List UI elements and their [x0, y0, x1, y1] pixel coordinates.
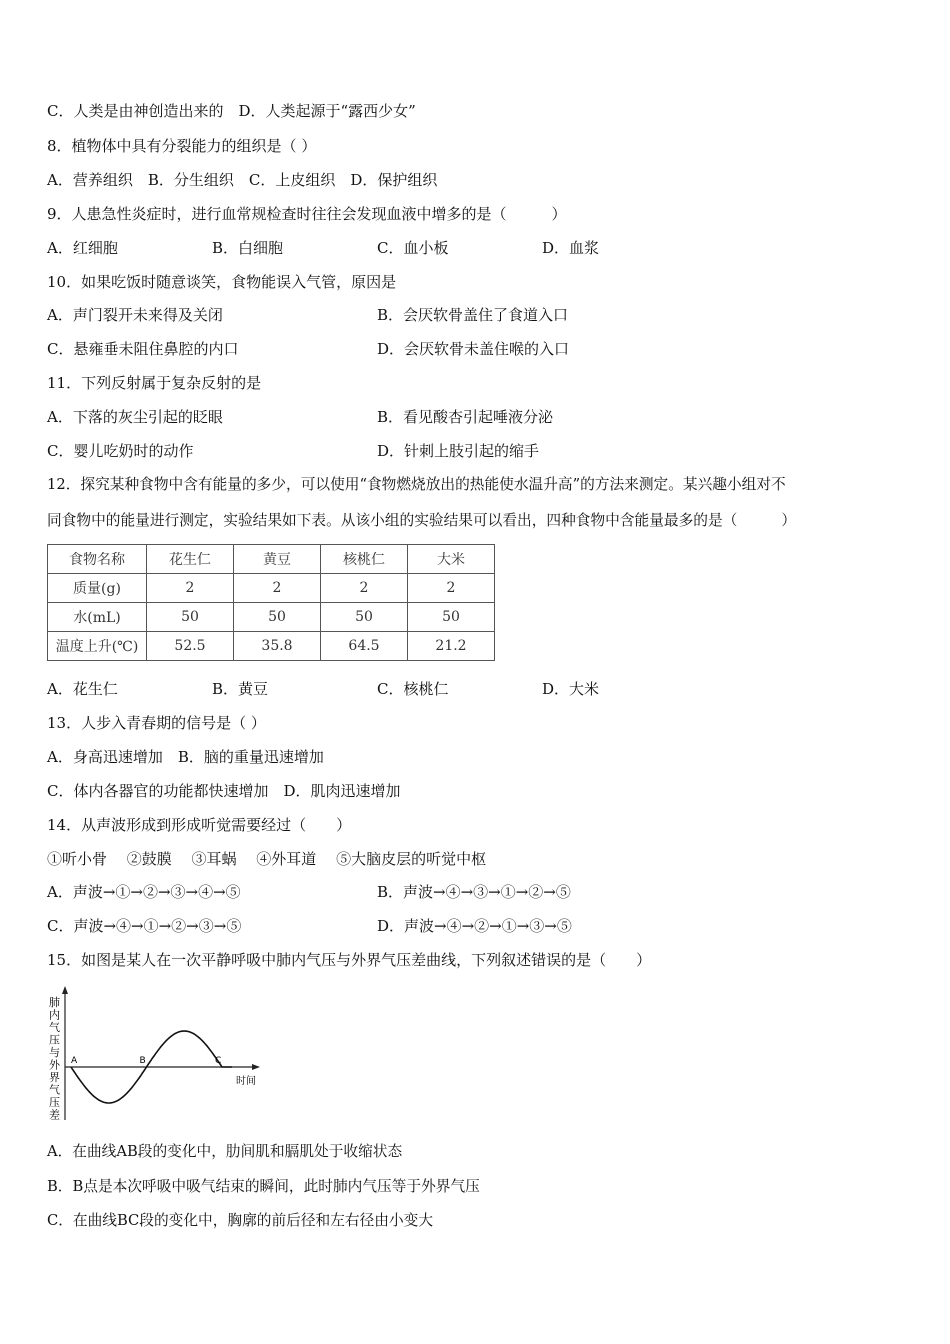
q10-option-b[interactable]: B．会厌软骨盖住了食道入口 [377, 306, 569, 324]
q9-option-b[interactable]: B．白细胞 [212, 239, 284, 257]
q10-option-a[interactable]: A．声门裂开未来得及关闭 [47, 306, 223, 324]
q10-stem: 10．如果吃饭时随意谈笑，食物能误入气管，原因是 [47, 273, 397, 291]
y-label-char: 外 [49, 1058, 60, 1072]
q14-stem: 14．从声波形成到形成听觉需要经过（ ） [47, 816, 352, 834]
y-label-char: 内 [49, 1008, 60, 1022]
q14-option-d[interactable]: D．声波→④→②→①→③→⑤ [377, 917, 572, 935]
table-row [48, 603, 495, 632]
table-header-cell: 黄豆 [234, 545, 321, 574]
table-cell: 21.2 [408, 632, 495, 661]
table-cell: 64.5 [321, 632, 408, 661]
table-cell: 水(mL) [48, 603, 147, 632]
q15-option-c[interactable]: C．在曲线BC段的变化中，胸廓的前后径和左右径由小变大 [47, 1212, 434, 1229]
q9-option-a[interactable]: A．红细胞 [47, 239, 118, 257]
y-label-char: 气 [49, 1021, 60, 1034]
table-cell: 2 [147, 574, 234, 603]
q10-option-d[interactable]: D．会厌软骨未盖住喉的入口 [377, 340, 570, 358]
q12-stem-line2: 同食物中的能量进行测定，实验结果如下表。从该小组的实验结果可以看出，四种食物中含能量最多的是（ ） [47, 512, 797, 529]
table-cell: 50 [408, 603, 495, 632]
q14-option-b[interactable]: B．声波→④→③→①→②→⑤ [377, 883, 571, 901]
q15-stem: 15．如图是某人在一次平静呼吸中肺内气压与外界气压差曲线，下列叙述错误的是（ ） [47, 951, 652, 969]
y-label-char: 压 [49, 1033, 60, 1047]
q12-option-c[interactable]: C．核桃仁 [377, 680, 449, 698]
q10-option-c[interactable]: C．悬雍垂未阻住鼻腔的内口 [47, 340, 239, 358]
q12-option-b[interactable]: B．黄豆 [212, 680, 269, 698]
table-header-cell: 大米 [408, 545, 495, 574]
q9-option-c[interactable]: C．血小板 [377, 239, 449, 257]
table-cell: 50 [321, 603, 408, 632]
table-cell: 35.8 [234, 632, 321, 661]
q14-option-c[interactable]: C．声波→④→①→②→③→⑤ [47, 917, 242, 935]
q13-options-1[interactable]: A．身高迅速增加 B．脑的重量迅速增加 [47, 748, 324, 766]
table-header-cell: 食物名称 [48, 545, 147, 574]
q8-options[interactable]: A．营养组织 B．分生组织 C．上皮组织 D．保护组织 [47, 171, 438, 189]
pressure-difference-chart [46, 984, 276, 1122]
q11-option-a[interactable]: A．下落的灰尘引起的眨眼 [47, 408, 223, 426]
q15-option-b[interactable]: B．B点是本次呼吸中吸气结束的瞬间，此时肺内气压等于外界气压 [47, 1178, 480, 1195]
table-header-cell: 花生仁 [147, 545, 234, 574]
y-label-char: 差 [49, 1108, 60, 1122]
food-energy-table [47, 544, 495, 661]
q12-option-a[interactable]: A．花生仁 [47, 680, 118, 698]
q14-option-a[interactable]: A．声波→①→②→③→④→⑤ [47, 883, 241, 901]
x-axis-arrow [252, 1064, 260, 1070]
y-label-char: 界 [49, 1071, 60, 1084]
q15-option-a[interactable]: A．在曲线AB段的变化中，肋间肌和膈肌处于收缩状态 [47, 1143, 403, 1160]
y-label-char: 气 [49, 1083, 60, 1097]
table-cell: 50 [234, 603, 321, 632]
table-cell: 2 [408, 574, 495, 603]
table-cell: 2 [234, 574, 321, 603]
table-cell: 50 [147, 603, 234, 632]
table-cell: 2 [321, 574, 408, 603]
q12-option-d[interactable]: D．大米 [542, 680, 600, 698]
q13-stem: 13．人步入青春期的信号是（ ） [47, 714, 266, 732]
y-axis-arrow [62, 986, 68, 994]
table-header-cell: 核桃仁 [321, 545, 408, 574]
q14-items: ①听小骨 ②鼓膜 ③耳蜗 ④外耳道 ⑤大脑皮层的听觉中枢 [47, 850, 487, 868]
q9-stem: 9．人患急性炎症时，进行血常规检查时往往会发现血液中增多的是（ ） [47, 205, 567, 223]
table-cell: 52.5 [147, 632, 234, 661]
point-label-b: B [139, 1056, 146, 1066]
q11-stem: 11．下列反射属于复杂反射的是 [47, 374, 262, 392]
q11-option-d[interactable]: D．针刺上肢引起的缩手 [377, 442, 540, 460]
q9-option-d[interactable]: D．血浆 [542, 239, 600, 257]
table-header-row [48, 545, 495, 574]
x-axis-label: 时间 [236, 1076, 256, 1087]
y-label-char: 与 [49, 1046, 60, 1059]
point-label-a: A [71, 1056, 78, 1066]
q11-option-b[interactable]: B．看见酸杏引起唾液分泌 [377, 408, 554, 426]
table-row [48, 632, 495, 661]
table-cell: 温度上升(℃) [48, 632, 147, 661]
y-axis-label [49, 995, 61, 1122]
table-cell: 质量(g) [48, 574, 147, 603]
q11-option-c[interactable]: C．婴儿吃奶时的动作 [47, 442, 194, 460]
q12-stem-line1: 12．探究某种食物中含有能量的多少，可以使用“食物燃烧放出的热能使水温升高”的方法来测定。某兴趣小组对不 [47, 476, 786, 493]
q8-stem: 8．植物体中具有分裂能力的组织是（ ） [47, 137, 317, 155]
table-row [48, 574, 495, 603]
q13-options-2[interactable]: C．体内各器官的功能都快速增加 D．肌肉迅速增加 [47, 782, 401, 800]
point-label-c: C [215, 1056, 222, 1066]
y-label-char: 压 [49, 1096, 60, 1109]
q7-option-line: C．人类是由神创造出来的 D．人类起源于“露西少女” [47, 102, 416, 120]
y-label-char: 肺 [49, 996, 60, 1009]
